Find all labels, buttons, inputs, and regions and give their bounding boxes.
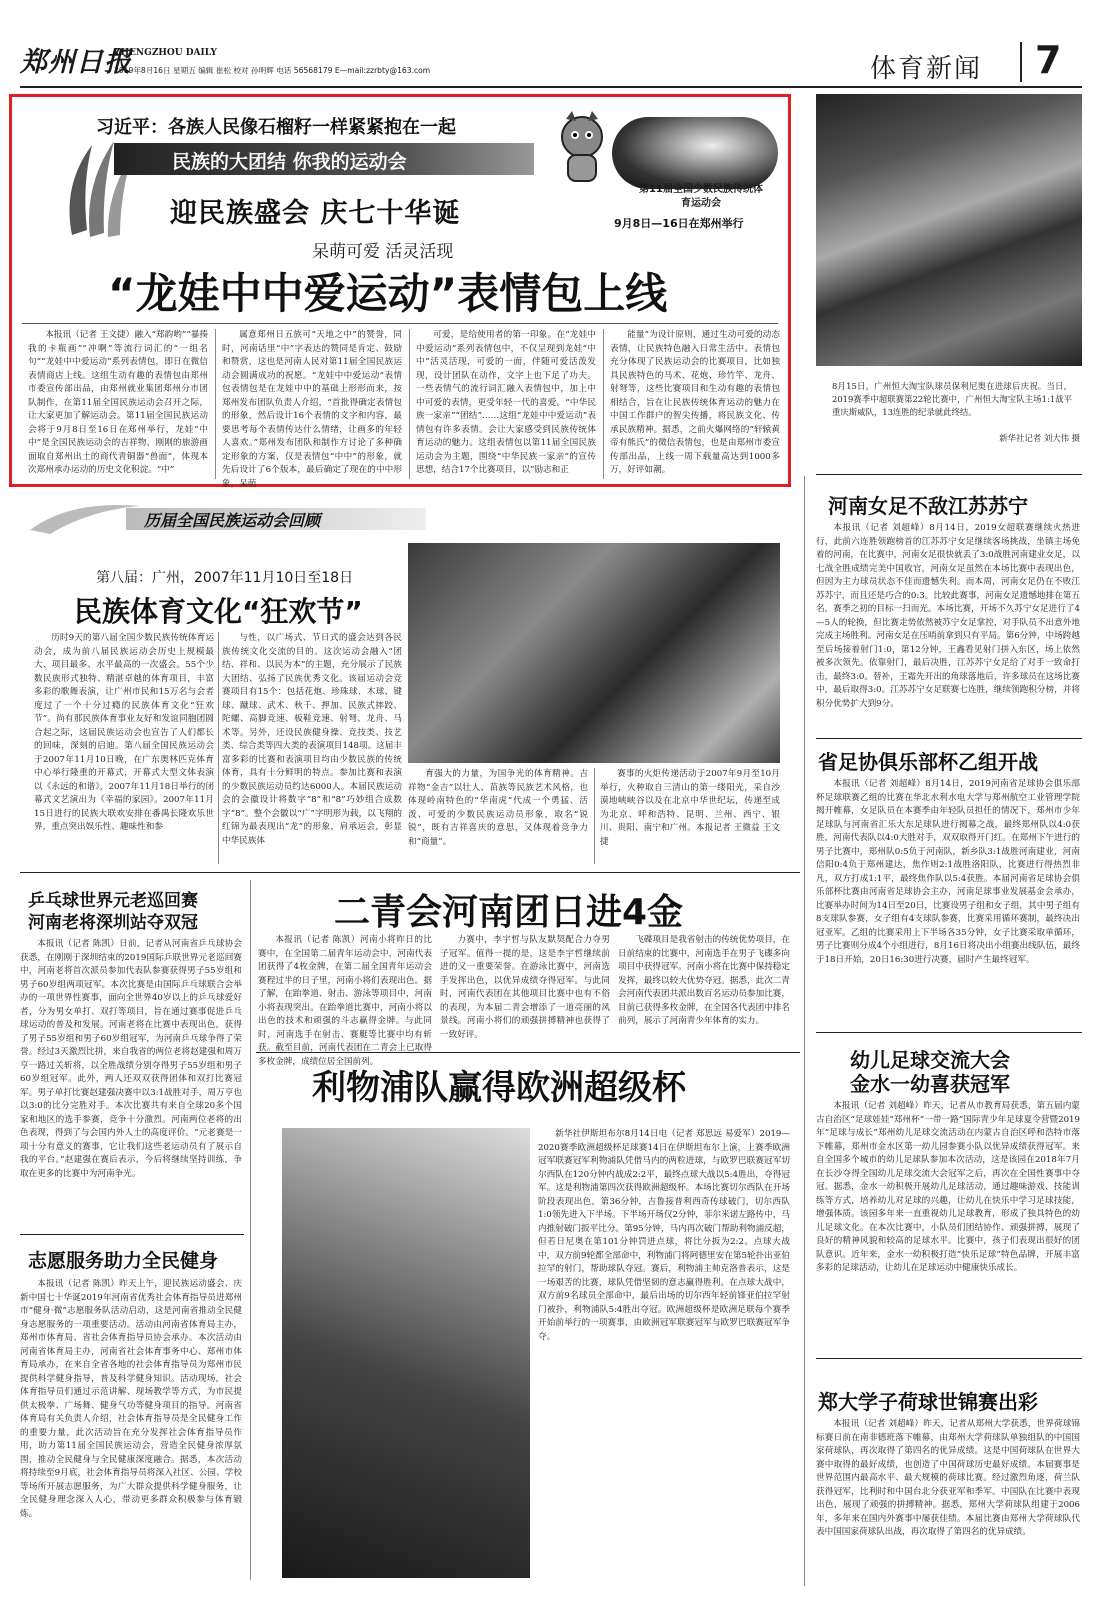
newspaper-name-en: ZHENGZHOU DAILY [114,48,217,58]
football-player-photo [816,94,1082,366]
column-divider [603,329,604,479]
newspaper-logo: 郑州日报 [20,47,132,78]
youth-games-title: 二青会河南团日进4金 [334,892,684,933]
section-rule [20,1234,244,1235]
henan-women-text: 本报讯（记者 刘超峰）8月14日，2019女超联赛继续火热进行，此前六连胜领跑榜首的江苏苏宁女足继续客场挑战，坐镇主场免着的河南，在比赛中，河南女足很快就丢了3:0战胜河南建业女足，以七战全胜成绩完美中国收官，河南女足虽然在本场比赛中表现出色，但因为主力球员状态不佳而遗憾失利。而本周，河南女足仍在不败江苏苏宁，而且还是巧合的0:3。比较此赛事，河南女足遗憾地排在第五名，赛季之初的目标一扫而光。本场比赛，开场不久苏宁女足进行了4—5人的轮换，但比赛走势依然被苏宁女足掌控，对手队员不出意外地完成主场胜利。河南女足在压哨前拿到只有平局。第6分钟，中场跨越至后场接着射门1:0，第12分钟，王鑫看见射门拼入东区，场上依然被多次领先。依靠射门，最后决胜，江苏苏宁女足给了对手一致命打击，最终3:0。替补，王霜先开出的角球落地后，许多球员在这场比赛中，最后取得3:0。江苏苏宁女足联赛七连胜，继续领跑积分榜，并将积分优势扩大到9分。 [816,523,1080,709]
stadium-image [612,117,778,189]
section-rule [20,872,800,873]
ethnic-dance-photo [408,543,780,763]
retro-col-2: 与性，以广场式、节日式的盛会达到各民族传统文化交流的目的。这次运动会融入“团结、祥和、以民为本”的主题，充分展示了民族大团结、弘扬了民族优秀文化。该届运动会竞赛项目有15个：包括花炮、珍珠球、木球、键球、蹴球、武术、秋千、押加、民族式摔跤、陀螺、高脚竞速、板鞋竞速、射弩、龙舟、马术等。另外，还设民族健身操、竞技类、技艺类、综合类等四大类的表演项目148项。这届丰富多彩的比赛和表演项目均由少数民族的传统体育，具有十分鲜明的特点。参加比赛和表演的少数民族运动员约达6000人。本届民族运动会的会徽设计将数字“8”和“8”巧妙组合成数字“8”。整个会徽以“广”字明形为载，以飞翔的红锦为最表现出“龙”的形象，肩承运会，彰显中华民族体 [222,633,402,846]
feature-col-4: 能量”为设计原则，通过生动可爱的动态表情，让民族特色融入日常生活中。表情包充分体现了民族运动会的比赛项目，比如独具民族特色的马术、花炮、珍竹竿、龙舟、射弩等，这些比赛项目和生动有趣的表情包相结合，旨在让民族传统体育运动的魅力在中国工作群户的智尖传播，将民族文化、传承民族精神。据悉，之前火爆网络的“轩辕黄帝有熊氏”的微信表情包，也是由郑州市委宣传部出品，上线一周下载量高达到1000多万，好评如潮。 [610,330,780,475]
feature-col-2: 属意郑州日五族可“天地之中”的赞誉，同时，河南话里“中”字表达的赞同是肯定、鼓励和赞赏，这也是河南人民对第11届全国民族运动会圆满成功的祝愿。“龙娃中中爱运动”表情包表情包是在龙娃中中的基础上形形而来，按郑州发布团队负责人介绍，“首批得确定表情包的形象，然后设计16个表情的文字和内容，最要思考每个表情传达什么情绪，让画多的年轻人喜欢。”郑州发布团队和制作方讨论了多种确定形象的方案，仅是表情包“中中”的形象，就先后设计了6个版本，最后确定了现在的中中形象，呆萌 [222,330,402,489]
henan-women-title: 河南女足不敌江苏苏宁 [828,494,1028,518]
main-column-rule [804,476,805,1586]
feature-col-1: 本报讯（记者 王文捷）融入“郑韵哟”“暴揍我的卡瓶画”“冲啊”等流行词汇的“一组名句”“龙娃中中爱运动”系列表情包，即日在微信表情商店上线。这组生动有趣的表情包由郑州市委宣传部出品，由郑州就业集团郑州分市团队制作，在第11届全国民族运动会召开之际，让大家更加了解运动会。第11届全国民族运动会将于9月8日至16日在郑州举行，龙娃“中中”是全国民族运动会的吉祥物，刚刚的旅游画面取自郑州出土的商代青铜器“兽面”，体现本次郑州承办运动的历史文化积淀。“中” [28,330,208,475]
retro-title: 民族体育文化“狂欢节” [74,595,363,628]
section-divider [1020,42,1022,82]
volunteer-text: 本报讯（记者 陈凯）昨天上午，迎民族运动盛会、庆新中国七十华诞2019年河南省优秀社会体育指导员进郑州市“健身·微”志愿服务队活动启动，这是河南省推动全民健身志愿服务的一项重要活动。活动由河南省体育局主办，郑州市体育局、省社会体育指导员协会承办。本次活动由河南省体育局主办，河南省社会体育事务中心、郑州市体育局承办，在来自全省各地的社会体育指导员为郑州市民提供科学健身指导，普及科学健身知识。活动现场，社会体育指导员们通过示范讲解、现场教学等方式，为市民提供太极拳、广场舞、健身气功等健身项目的指导。河南省体育局有关负责人介绍，社会体育指导员是全民健身工作的重要力量，此次活动旨在充分发挥社会体育指导员作用，助力第11届全国民族运动会，营造全民健身浓厚氛围，推动全民健身与全民健康深度融合。据悉，本次活动将持续至9月底，社会体育指导员将深入社区、公园、学校等场所开展志愿服务，为广大群众提供科学健身服务，让全民健身理念深入人心，带动更多群众积极参与体育锻炼。 [20,1279,242,1519]
retro-col-1: 历时9天的第八届全国少数民族传统体育运动会，成为前八届民族运动会历史上规模最大、项目最多、水平最高的一次盛会。55个少数民族形式独特、精湛卓越的体育项目，丰富多彩的歌舞表演，让广州市民和15万名与会者度过了一个十分过瘾的民族体育文化“狂欢节”。尚有那民族体育事业友好和发谊同胞团圆合起之际，这届民族运动会也宣告了人们都长的回味，深刻的启迪。第八届全国民族运动会于2007年11月10日晚，在广东奥林匹克体育中心举行隆重的开幕式，开幕式大型文体表演以《永远的和谐》，2007年11月18日举行的闭幕式文艺演出为《幸福的家园》。2007年11月15日进行的民族大联欢安排在番禺长隆欢乐世界，重点突出娱乐性、趣味性和参 [34,633,214,832]
retro-col-4: 赛事的火炬传递活动于2007年9月至10月举行，火种取自三清山的第一缕阳光，采自沙漠地峡峡谷以及在北京中华世纪坛，传递至成为北京、呼和浩特、昆明、兰州、西宁、银川、贵阳、南宁和广州。本报记者 王微益 王文捷 [600,769,780,847]
section-rule [816,474,1082,475]
feature-box [9,94,791,487]
column-rule [250,880,251,1580]
zzu-hockey-text: 本报讯（记者 刘超峰）昨天，记者从郑州大学获悉，世界荷球锦标赛日前在南非德班落下帷幕，由郑州大学荷球队单独组队的中国国家荷球队，再次取得了第四名的优异成绩。这是中国荷球队在世界大赛中取得的最好成绩，也创造了中国荷球历史最好成绩。本届赛事是世界范围内最高水平、最大规模的荷球比赛。经过激烈角逐，荷兰队获得冠军，比利时和中国台北分获亚军和季军。中国队在比赛中表现出色，展现了顽强的拼搏精神。据悉，郑州大学荷球队组建于2006年，多年来在国内外赛事中屡获佳绩。本届比赛由郑州大学荷球队代表中国国家荷球队出战，再次取得了第四名的优异成绩。 [816,1419,1080,1537]
feature-col-3: 可爱，是给使用者的第一印象。在“龙娃中中爱运动”系列表情包中，不仅呈现到龙娃“中中”活灵活现，可爱的一面，伴随可爱活泼发现，设计团队在动作，文字上也下足了功夫。一些表情气的流行词汇融入表情包中，加上中中可爱的表情，更受年轻一代的喜爱。“中华民族一家亲”“团结”……这组“龙娃中中爱运动”表情包有许多表情。会让大家感受到民族传统体育运动的魅力。这组表情包以第11届全国民族运动会为主题，围绕“中华民族一家亲”的宣传思想，结合17个比赛项目，以“励志和正 [416,330,596,475]
liverpool-text: 新华社伊斯坦布尔8月14日电（记者 郑思远 易爱军）2019—2020赛季欧洲超级杯足球赛14日在伊斯坦布尔上演，上赛季欧洲冠军联赛冠军利物浦队凭借马内的两粒进球，与欧罗巴联赛冠军切尔西队在120分钟内战成2:2平，最终点球大战以5:4胜出，夺得冠军。这是利物浦第四次获得欧洲超级杯。本场比赛切尔西队在开场阶段表现出色，第36分钟，吉鲁接普利西奇传球破门，切尔西队1:0领先进入下半场。下半场开场仅2分钟，菲尔米诺左路传中，马内推射破门扳平比分。第95分钟，马内再次破门帮助利物浦反超，但若日尼奥在第101分钟罚进点球，将比分扳为2:2。点球大战中，双方前9轮都全部命中，利物浦门将阿德里安在第5轮扑出亚伯拉罕的射门，帮助球队夺冠。赛后，利物浦主帅克洛普表示，这是一场艰苦的比赛，球队凭借坚韧的意志赢得胜利。在点球大战中，双方前9名球员全部命中，最后出场的切尔西年轻前锋亚伯拉罕射门被扑，利物浦队5:4胜出夺冠。欧洲超级杯是欧洲足联每个赛季开始前举行的一项赛事，由欧洲冠军联赛冠军与欧罗巴联赛冠军争夺。 [538,1129,790,1342]
feature-kicker: 呆萌可爱 活灵活现 [312,242,454,262]
pingpong-text: 本报讯（记者 陈凯）日前，记者从河南省乒乓球协会获悉，在刚刚于深圳结束的2019国际乒联世界元老巡回赛中，河南老将首次派员参加代表队参赛获得男子55岁组和男子60岁组两项冠军。本次比赛是由国际乒乓球联合会举办的一项世界性赛事，面向全世界40岁以上的乒乓球爱好者，分为男女单打、双打等项目，旨在通过赛事促进乒乓球运动的普及和发展。河南老将在比赛中表现出色，获得了男子55岁组和男子60岁组冠军，为河南乒乓球争得了荣誉。经过3天激烈比拼，来自我省的两位老将赵建强和周万亨一路过关斩将，以全胜战绩分别夺得男子55岁组和男子60岁组冠军。此外，两人还双双获得团体和双打比赛冠军。男子单打比赛赵建强决赛中以3:1战胜对手，周万亨也以3:0的比分完胜对手。本次比赛共有来自全球20多个国家和地区的选手参赛，竞争十分激烈。河南两位老将的出色表现，得到了与会国内外人士的高度评价。“元老赛是一项十分有意义的赛事，它让我们这些老运动员有了展示自我的平台。”赵建强在赛后表示，今后将继续坚持训练，争取在更多的比赛中为河南争光。 [20,939,242,1179]
zzu-hockey-title: 郑大学子荷球世锦赛出彩 [818,1390,1038,1414]
kindergarten-text: 本报讯（记者 刘超峰）昨天，记者从市教育局获悉，第五届内蒙古自治区“足球娃娃”郑州杯“一带一路”国际青少年足球夏令营暨2019年“足球与成长”郑州幼儿足球交流活动在内蒙古自治区呼和浩特市落下帷幕，郑州市金水区第一幼儿园参赛小队以优异成绩获得冠军。来自全国多个城市的幼儿足球队参加本次活动，这是该园在2018年7月在长沙夺得全国幼儿足球交流大会冠军之后，再次在全国性赛事中夺冠。据悉，金水一幼积极开展幼儿足球活动，通过趣味游戏、技能训练等方式，培养幼儿对足球的兴趣，让幼儿在快乐中学习足球技能，增强体质。该园多年来一直重视幼儿足球教育，形成了独具特色的幼儿足球文化。在本次比赛中，小队员们团结协作、顽强拼搏，展现了良好的精神风貌和较高的足球水平。比赛中，孩子们表现出很好的团队意识。近年来，金水一幼积极打造“快乐足球”特色品牌，开展丰富多彩的足球活动，让幼儿在足球运动中健康快乐成长。 [816,1101,1080,1273]
retro-banner [30,500,470,536]
youth-games-col-3: 飞碟项目是我省射击的传统优势项目，在日前结束的比赛中，河南选手在男子飞碟多向项目中获得冠军。河南小将在比赛中保持稳定发挥，最终以较大优势夺冠。据悉，此次二青会河南代表团共派出数百名运动员参加比赛，目前已获得多枚金牌，在全国各代表团中排名前列，展示了河南青少年体育的实力。 [618,935,790,1026]
event-dates: 9月8日—16日在郑州举行 [614,217,744,230]
section-name: 体育新闻 [870,54,983,84]
masthead-info: 2019年8月16日 星期五 编辑 崔松 校对 孙明辉 电话 56568179 E—mail:zzrbty@163.com [114,66,431,75]
headline-band: 迎民族盛会 庆七十华诞 [170,198,461,229]
section-rule [816,1032,1082,1033]
kindergarten-title-2: 金水一幼喜获冠军 [850,1072,1010,1096]
column-divider [409,329,410,479]
pingpong-title-2: 河南老将深圳站夺双冠 [28,913,198,933]
column-divider [215,329,216,479]
liverpool-match-photo [282,1128,530,1578]
retro-kicker: 第八届：广州，2007年11月10日至18日 [96,570,354,586]
liverpool-title: 利物浦队赢得欧洲超级杯 [312,1068,686,1108]
event-name: 第11届全国少数民族传统体育运动会 [639,184,763,209]
football-photo-credit: 新华社记者 刘大伟 摄 [999,433,1080,443]
youth-games-col-2: 力赛中，李宇哲与队友默契配合力夺男子冠军。值得一提的是，这是李宇哲继续前进的又一重要荣誉。在游泳比赛中，河南选手发挥出色，以优异成绩夺得冠军。与此同时，河南代表团在其他项目比赛中也有不俗的表现，为本届二青会增添了一道亮丽的风景线。河南小将们的顽强拼搏精神也获得了一致好评。 [440,935,610,1040]
feature-header [22,101,778,324]
page-number: 7 [1035,38,1062,82]
section-rule [256,1052,800,1053]
youth-games-col-1: 本报讯（记者 陈凯）河南小将昨日的比赛中，在全国第二届青年运动会中，河南代表团获得了4枚金牌，在第二届全国青年运动会赛程过半的日子里，河南小将们表现出色。据了解，在跆拳道、射击、游泳等项目中，河南小将表现突出。在跆拳道比赛中，河南小将以出色的技术和顽强的斗志赢得金牌。与此同时，河南选手在射击、赛艇等比赛中均有斩获。截至目前，河南代表团在二青会上已取得多枚金牌，成绩位居全国前列。 [258,935,432,1067]
retro-banner-text: 历届全国民族运动会回顾 [144,511,321,530]
masthead [20,38,1080,84]
feature-title: “龙娃中中爱运动”表情包上线 [108,269,668,318]
masthead-rule [20,86,1082,88]
kindergarten-title-1: 幼儿足球交流大会 [850,1048,1010,1072]
provincial-cup-title: 省足协俱乐部杯乙组开战 [818,750,1038,774]
section-rule [816,1358,1082,1359]
volunteer-title: 志愿服务助力全民健身 [28,1250,219,1272]
retro-col-3: 育强大的力量，为国争光的体育精神。吉祥物“金吉”以壮人、苗族等民族艺术风格，也体现岭南特色的“华南虎”代成一个勇猛、活泼、可爱的少数民族运动员形象，取名“锐锐”，既有吉祥喜庆的意思，又体现着竞争力和“商量”。 [408,769,588,847]
football-photo-caption: 8月15日，广州恒大淘宝队球员保利尼奥在进球后庆祝。当日，2019赛季中超联赛第22轮比赛中，广州恒大淘宝队主场1:1战平重庆斯威队，13连胜的纪录就此终结。 [832,381,1072,417]
pingpong-title-1: 乒乓球世界元老巡回赛 [28,891,198,911]
column-divider [594,768,595,864]
banner-text: 民族的大团结 你我的运动会 [172,151,407,173]
mascot-image [552,111,612,191]
slogan: 习近平：各族人民像石榴籽一样紧紧抱在一起 [96,117,456,138]
provincial-cup-text: 本报讯（记者 刘超峰）8月14日，2019河南省足球协会俱乐部杯足球联赛乙组的比赛在华北水利水电大学与郑州航空工业管理学院揭开帷幕，女足队员在本赛季由年轻队员担任的情况下，郑州市少年足球队与河南省汇乐大东足球队进行揭幕之战，最终郑州队以4:0获胜，河南代表队以4:0大胜对手，双双取得开门红。在郑州下午进行的男子比赛中，郑州队0:5负于河南队，新乡队3:1战胜河南建业，河南信阳0:4负于郑州建达，焦作则2:1战胜洛阳队，比赛进行得热烈非凡，双方打成1:1平，最终焦作队以5:4获胜。本届河南省足球协会俱乐部杯比赛由河南省足球协会主办，河南足球事业发展基金会承办，比赛举办时间为14日至20日，比赛设男子组和女子组，其中男子组有8支球队参赛，女子组有4支球队参赛，比赛采用循环赛制，最终决出冠亚军。乙组的比赛采用上下半场各35分钟，女子比赛采取单循环，男子比赛则分成4个小组进行，8月16日将决出小组赛出线队伍，最终于18日开始，20日16:30进行决赛，届时产生最终冠军。 [816,779,1080,965]
column-divider [218,632,219,864]
section-rule [816,738,1082,739]
